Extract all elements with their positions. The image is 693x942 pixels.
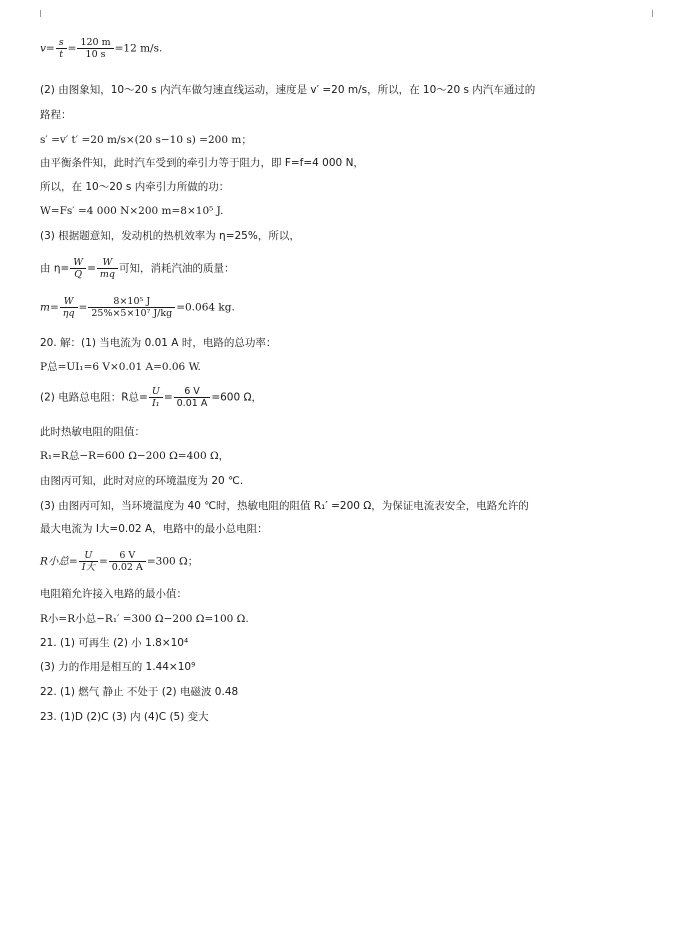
denominator: I₁ bbox=[152, 398, 160, 409]
fraction bbox=[109, 550, 146, 573]
eq-lhs: v= bbox=[40, 42, 55, 55]
eq-sign: = bbox=[67, 42, 77, 55]
equation-mass bbox=[40, 296, 663, 319]
equation-power: P总=UI₁=6 V×0.01 A=0.06 W. bbox=[40, 361, 201, 373]
denominator: 10 s bbox=[85, 49, 106, 60]
fraction bbox=[60, 296, 78, 319]
numerator: W bbox=[60, 296, 78, 308]
numerator: 6 V bbox=[109, 550, 146, 562]
numerator: W bbox=[70, 257, 86, 269]
answer-21-part3: (3) 力的作用是相互的 1.44×10⁹ bbox=[40, 661, 196, 673]
text-line: 路程： bbox=[40, 109, 72, 121]
text-line: (2) 由图象知，10～20 s 内汽车做匀速直线运动，速度是 v′ =20 m/s，所以，在 10～20 s 内汽车通过的 bbox=[40, 84, 536, 96]
numerator: 6 V bbox=[174, 386, 211, 398]
eq-result: =12 m/s. bbox=[114, 42, 163, 55]
eq-sign: = bbox=[163, 391, 173, 404]
denominator: 0.01 A bbox=[176, 398, 208, 409]
denominator: mq bbox=[99, 269, 115, 280]
eq-sign: = bbox=[78, 301, 88, 314]
fraction bbox=[56, 37, 67, 60]
numerator: 120 m bbox=[77, 37, 113, 49]
text-line: 此时热敏电阻的阻值： bbox=[40, 426, 145, 438]
fraction bbox=[97, 257, 118, 280]
text-line: 电阻箱允许接入电路的最小值： bbox=[40, 588, 187, 600]
equation-total-resistance bbox=[40, 386, 663, 409]
fraction bbox=[88, 296, 175, 319]
denominator: t bbox=[59, 49, 64, 60]
equation-distance: s′ =v′ t′ =20 m/s×(20 s−10 s) =200 m； bbox=[40, 134, 252, 146]
eq-lhs: R小总= bbox=[40, 555, 78, 568]
equation-work: W=Fs′ =4 000 N×200 m=8×10⁵ J. bbox=[40, 205, 224, 217]
numerator: W bbox=[97, 257, 118, 269]
eq-result: =600 Ω， bbox=[211, 391, 263, 404]
equation-speed bbox=[40, 37, 663, 60]
denominator: ηq bbox=[62, 308, 75, 319]
fraction bbox=[77, 37, 113, 60]
denominator: 0.02 A bbox=[111, 562, 143, 573]
fraction bbox=[149, 386, 163, 409]
eq-suffix: 可知，消耗汽油的质量： bbox=[118, 262, 235, 275]
fraction bbox=[70, 257, 86, 280]
text-line: (3) 根据题意知，发动机的热机效率为 η=25%，所以， bbox=[40, 230, 300, 242]
equation-thermistor: R₁=R总−R=600 Ω−200 Ω=400 Ω， bbox=[40, 450, 230, 462]
eq-sign: = bbox=[87, 262, 96, 275]
numerator: U bbox=[79, 550, 98, 562]
text-line: (3) 由图丙可知，当环境温度为 40 ℃时，热敏电阻的阻值 R₁′ =200 Ω，为保证电流表安全，电路允许的 bbox=[40, 500, 529, 512]
denominator: 25%×5×10⁷ J/kg bbox=[91, 308, 173, 319]
fraction bbox=[79, 550, 98, 573]
text-line: 所以，在 10～20 s 内牵引力所做的功： bbox=[40, 181, 230, 193]
text-line: 由平衡条件知，此时汽车受到的牵引力等于阻力，即 F=f=4 000 N， bbox=[40, 157, 364, 169]
answer-21: 21. (1) 可再生 (2) 小 1.8×10⁴ bbox=[40, 637, 189, 649]
eq-prefix: (2) 电路总电阻：R总= bbox=[40, 391, 148, 404]
denominator: Q bbox=[74, 269, 83, 280]
equation-efficiency bbox=[40, 257, 663, 280]
text-line: 最大电流为 I大=0.02 A，电路中的最小总电阻： bbox=[40, 523, 268, 535]
eq-sign: = bbox=[98, 555, 108, 568]
denominator: I大 bbox=[81, 562, 95, 573]
page-corner-mark-right bbox=[652, 10, 653, 17]
equation-min-total-resistance bbox=[40, 550, 663, 573]
numerator: 8×10⁵ J bbox=[88, 296, 175, 308]
answer-22: 22. (1) 燃气 静止 不处于 (2) 电磁波 0.48 bbox=[40, 686, 239, 698]
equation-min-resistance: R小=R小总−R₁′ =300 Ω−200 Ω=100 Ω. bbox=[40, 613, 249, 625]
eq-lhs: m= bbox=[40, 301, 59, 314]
page-corner-mark-left bbox=[40, 10, 41, 17]
eq-prefix: 由 η= bbox=[40, 262, 70, 275]
eq-result: =300 Ω； bbox=[146, 555, 199, 568]
text-line: 由图丙可知，此时对应的环境温度为 20 ℃. bbox=[40, 475, 244, 487]
eq-result: =0.064 kg. bbox=[176, 301, 235, 314]
answer-23: 23. (1)D (2)C (3) 内 (4)C (5) 变大 bbox=[40, 711, 209, 723]
numerator: s bbox=[56, 37, 67, 49]
fraction bbox=[174, 386, 211, 409]
numerator: U bbox=[149, 386, 163, 398]
text-line: 20. 解：(1) 当电流为 0.01 A 时，电路的总功率： bbox=[40, 337, 277, 349]
